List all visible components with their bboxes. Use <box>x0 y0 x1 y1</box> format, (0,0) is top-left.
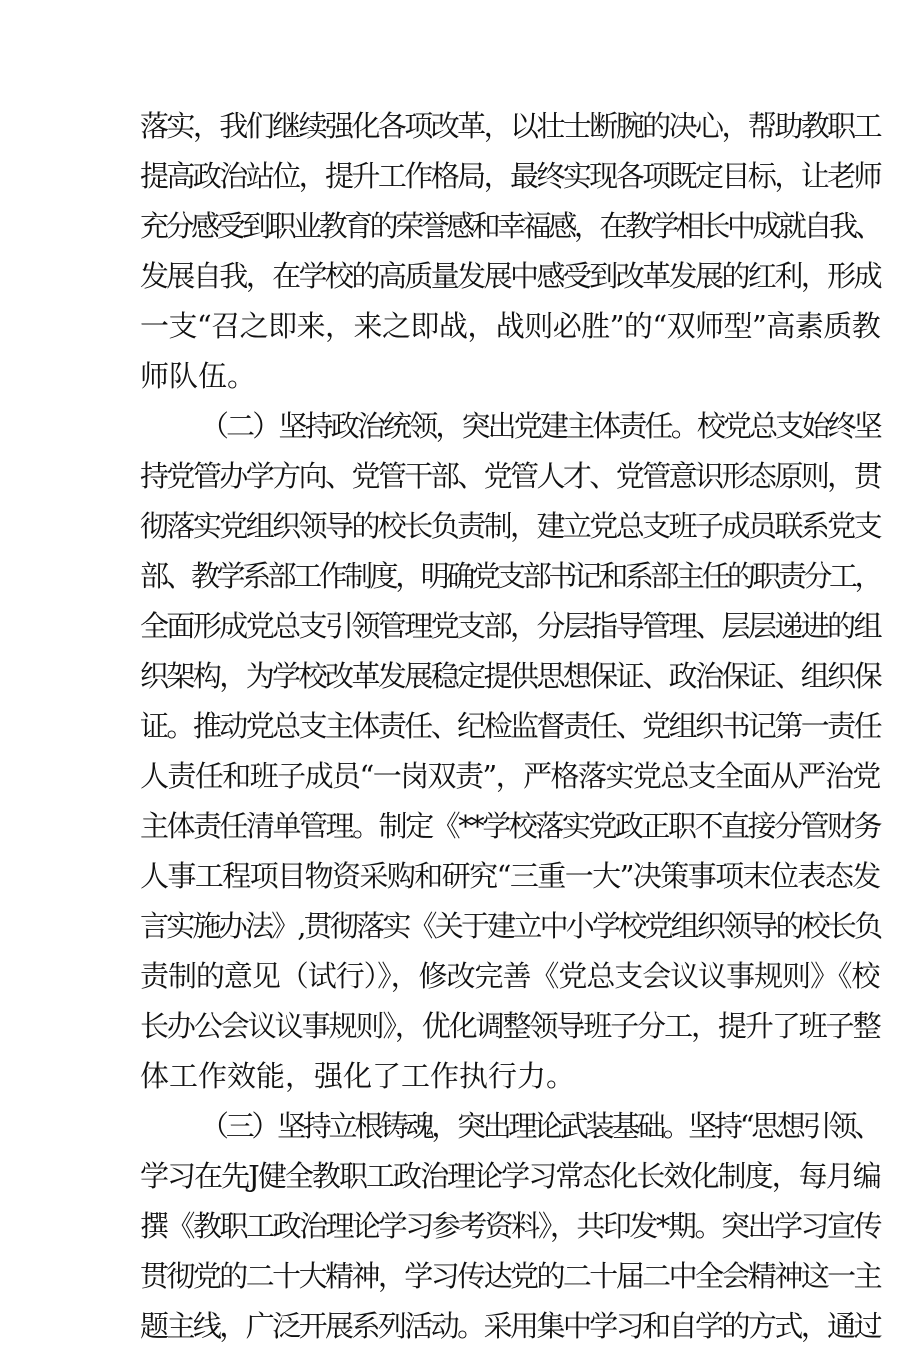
text-line: 主体责任清单管理。制定《**学校落实党政正职不直接分管财务 <box>140 809 881 843</box>
text-line: 责制的意见（试行）》，修改完善《党总支会议议事规则》《校 <box>140 959 880 993</box>
text-line: 持党管办学方向、党管干部、党管人才、党管意识形态原则，贯 <box>140 459 881 493</box>
text-line: 体工作效能，强化了工作执行力。 <box>140 1059 576 1093</box>
text-line: 部、教学系部工作制度，明确党支部书记和系部主任的职责分工， <box>140 559 881 593</box>
text-line: 言实施办法》,贯彻落实《关于建立中小学校党组织领导的校长负 <box>140 909 881 943</box>
text-line: 长办公会议议事规则》，优化调整领导班子分工，提升了班子整 <box>140 1009 880 1043</box>
text-line: 学习在先J健全教职工政治理论学习常态化长效化制度，每月编 <box>140 1159 880 1193</box>
text-line: 彻落实党组织领导的校长负责制，建立党总支班子成员联系党支 <box>140 509 881 543</box>
text-line: 人责任和班子成员“一岗双责”，严格落实党总支全面从严治党 <box>140 759 880 793</box>
text-line: 落实，我们继续强化各项改革，以壮士断腕的决心，帮助教职工 <box>140 109 881 143</box>
text-line: 题主线，广泛开展系列活动。采用集中学习和自学的方式，通过 <box>140 1309 881 1343</box>
text-line: 证。推动党总支主体责任、纪检监督责任、党组织书记第一责任 <box>140 709 881 743</box>
paragraph-2-first-line: （二）坚持政治统领，突出党建主体责任。校党总支始终坚 <box>200 409 880 443</box>
paragraph-3-first-line: （三）坚持立根铸魂，突出理论武装基础。坚持“思想引领、 <box>200 1109 880 1143</box>
text-line: 一支“召之即来，来之即战，战则必胜”的“双师型”高素质教 <box>140 309 881 343</box>
text-line: 提高政治站位，提升工作格局，最终实现各项既定目标，让老师 <box>140 159 881 193</box>
text-line: 人事工程项目物资采购和研究“三重一大”决策事项末位表态发 <box>140 859 880 893</box>
text-line: 发展自我，在学校的高质量发展中感受到改革发展的红利，形成 <box>140 259 881 293</box>
text-line: 师队伍。 <box>140 359 257 393</box>
text-line: 织架构，为学校改革发展稳定提供思想保证、政治保证、组织保 <box>140 659 881 693</box>
text-line: 撰《教职工政治理论学习参考资料》，共印发*期。突出学习宣传 <box>140 1209 881 1243</box>
text-line: 充分感受到职业教育的荣誉感和幸福感，在教学相长中成就自我、 <box>140 209 881 243</box>
text-line: 全面形成党总支引领管理党支部，分层指导管理、层层递进的组 <box>140 609 881 643</box>
text-line: 贯彻党的二十大精神，学习传达党的二十届二中全会精神这一主 <box>140 1259 881 1293</box>
